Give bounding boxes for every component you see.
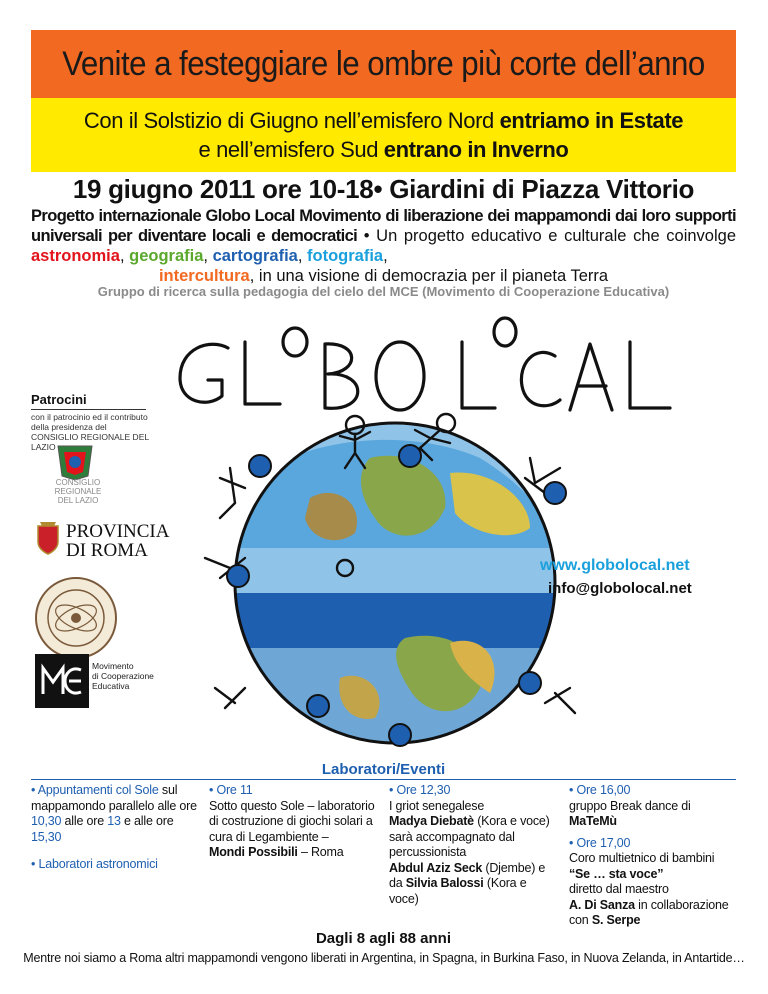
provincia-di-roma: PROVINCIA DI ROMA bbox=[66, 521, 169, 561]
email-link[interactable]: info@globolocal.net bbox=[548, 580, 692, 597]
event-org: Mondi Possibili bbox=[209, 845, 298, 859]
event-text: gruppo Break dance di bbox=[569, 798, 691, 813]
event-text: diretto dal maestro bbox=[569, 882, 669, 896]
subtitle-bold: entriamo in Estate bbox=[499, 108, 684, 133]
mce-caption-line: di Cooperazione bbox=[92, 671, 154, 681]
subtitle-line-1 bbox=[31, 106, 736, 135]
keyword-astronomia: astronomia bbox=[31, 247, 120, 265]
mce-caption bbox=[92, 661, 154, 691]
event-text: Sotto questo Sole – laboratorio di costruzione di giochi solari a cura di Legambiente – bbox=[209, 798, 375, 844]
events-column-4 bbox=[569, 783, 736, 929]
event-text: in collaborazione con bbox=[569, 897, 729, 927]
event-time: 15,30 bbox=[31, 829, 62, 844]
event-astro-labs: • Laboratori astronomici bbox=[31, 857, 158, 871]
event-text: (Kora e voce) sarà accompagnato dal percussionista bbox=[389, 814, 550, 859]
subtitle-banner bbox=[31, 98, 736, 172]
patrocini-text: con il patrocinio ed il contributo della presidenza del CONSIGLIO REGIONALE DEL LAZIO bbox=[31, 412, 149, 452]
title-banner bbox=[31, 30, 736, 98]
footer-text: Mentre noi siamo a Roma altri mappamondi vengono liberati in Argentina, in Spagna, in Burkina Faso, in Nuova Zelanda, in Antartide… bbox=[23, 951, 745, 965]
separator: , bbox=[297, 247, 308, 265]
globo-local-logo-lettering bbox=[180, 318, 670, 410]
song-title-text: “Se … sta voce” bbox=[569, 866, 664, 881]
intro-ending: , in una visione di democrazia per il pianeta Terra bbox=[249, 267, 609, 285]
performer-name: Madya Diebatè bbox=[389, 814, 474, 828]
events-column-3 bbox=[389, 783, 559, 907]
subtitle-text: e nell’emisfero Sud bbox=[198, 137, 384, 162]
events-column-1 bbox=[31, 783, 201, 873]
event-time: 10,30 bbox=[31, 814, 62, 828]
subtitle-text: Con il Solstizio di Giugno nell’emisfero Nord bbox=[83, 108, 500, 133]
performer-name: Abdul Aziz Seck bbox=[389, 860, 483, 875]
event-time: • Ore 17,00 bbox=[569, 835, 631, 850]
globo-local-illustration bbox=[150, 308, 750, 748]
events-heading: Laboratori/Eventi bbox=[31, 761, 736, 780]
intro-paragraph bbox=[31, 206, 736, 286]
song-title bbox=[569, 867, 736, 883]
separator: , bbox=[203, 247, 213, 265]
patrocini-heading: Patrocini bbox=[31, 392, 146, 410]
performer-name: MaTeMù bbox=[569, 814, 617, 828]
intro-bold: Progetto internazionale Globo Local Movimento di liberazione dei mappamondi dai loro supporti universali per diventare locali e democratici bbox=[31, 207, 736, 245]
event-text: I griot senegalese bbox=[389, 798, 485, 813]
event-sun-appointments bbox=[31, 783, 201, 845]
event-text: alle ore bbox=[61, 814, 108, 828]
event-text: (Djembe) e da bbox=[389, 860, 546, 890]
event-time: • Ore 12,30 bbox=[389, 783, 451, 797]
event-description bbox=[209, 799, 379, 861]
event-text: e alle ore bbox=[120, 814, 174, 828]
website-link[interactable]: www.globolocal.net bbox=[540, 557, 690, 574]
keyword-geografia: geografia bbox=[129, 247, 204, 265]
separator: , bbox=[119, 247, 130, 265]
research-group: Gruppo di ricerca sulla pedagogia del cielo del MCE (Movimento di Cooperazione Educativa) bbox=[97, 284, 670, 299]
lazio-name: CONSIGLIO REGIONALE DEL LAZIO bbox=[54, 478, 102, 505]
event-date: 19 giugno 2011 ore 10-18• Giardini di Piazza Vittorio bbox=[72, 174, 695, 204]
globe-icon bbox=[230, 418, 570, 748]
poster-title: Venite a festeggiare le ombre più corte dell’anno bbox=[62, 45, 705, 83]
event-time: • Ore 16,00 bbox=[569, 783, 631, 797]
mce-caption-line: Movimento bbox=[92, 661, 134, 671]
mce-caption-line: Educativa bbox=[92, 681, 130, 691]
event-description bbox=[569, 882, 736, 929]
astronomical-society-seal-icon bbox=[33, 575, 119, 661]
lazio-emblem-icon bbox=[50, 442, 100, 482]
performer-name: S. Serpe bbox=[591, 913, 641, 927]
subtitle-line-2 bbox=[31, 135, 736, 164]
event-description bbox=[389, 799, 559, 908]
events-column-2 bbox=[209, 783, 379, 861]
intro-last-line bbox=[31, 266, 736, 286]
provincia-crest-icon bbox=[35, 520, 61, 556]
event-text: sul mappamondo parallelo alle ore bbox=[31, 783, 197, 813]
performer-name: A. Di Sanza bbox=[569, 897, 635, 912]
event-text: Coro multietnico di bambini bbox=[569, 851, 715, 865]
intro-text: • Un progetto educativo e culturale che coinvolge bbox=[357, 227, 736, 245]
event-description bbox=[569, 799, 736, 830]
keyword-intercultura: intercultura bbox=[158, 267, 250, 285]
keyword-cartografia: cartografia bbox=[212, 247, 298, 265]
event-text: (Kora e voce) bbox=[389, 876, 527, 906]
event-text: – Roma bbox=[297, 845, 344, 859]
mce-logo-icon bbox=[35, 654, 89, 708]
separator: , bbox=[383, 247, 388, 265]
keyword-fotografia: fotografia bbox=[307, 247, 384, 265]
age-range: Dagli 8 agli 88 anni bbox=[315, 930, 452, 947]
event-time: • Ore 11 bbox=[209, 783, 253, 797]
event-label: • Appuntamenti col Sole bbox=[31, 783, 159, 797]
subtitle-bold: entrano in Inverno bbox=[383, 137, 569, 162]
event-time: 13 bbox=[107, 814, 121, 828]
performer-name: Silvia Balossi bbox=[405, 876, 484, 890]
